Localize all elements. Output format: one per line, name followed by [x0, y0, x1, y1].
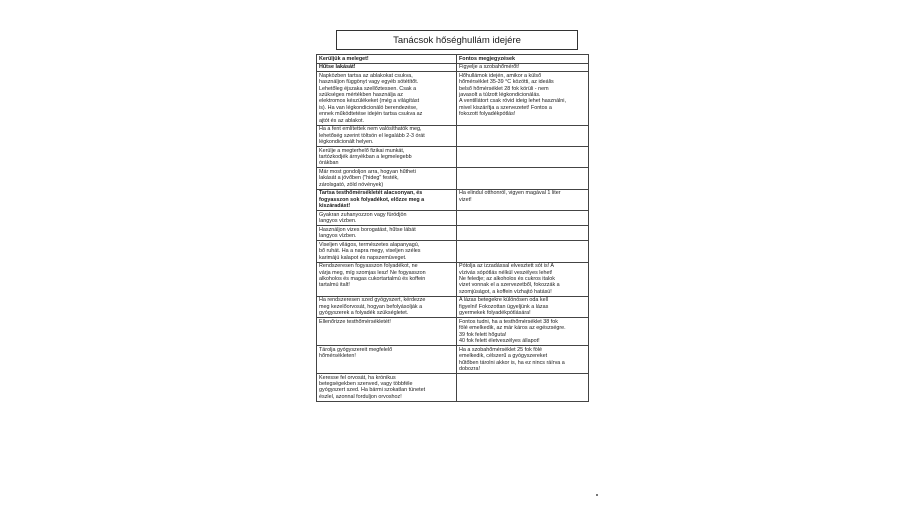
- table-header-row: [317, 55, 589, 64]
- tip-cell: Napközben tartsa az ablakokat csukva, használjon függönyt vagy egyéb sötétítőt. Lehetőleg éjszaka szellőztessen. Csak a szükséges mértékben használja az elektromos készülékeket (még a világítást is). Ha van légkondicionáló berendezése, ennek működtetése idején tartsa csukva az ajtót és az ablakot.: [317, 72, 457, 125]
- note-cell: Fontos tudni, ha a testhőmérséklet 38 fok fölé emelkedik, az már káros az egészségre. 39 fok felett hőguta! 40 fok felett életveszélyes állapot!: [457, 318, 589, 346]
- note-cell: [457, 211, 589, 226]
- table-row: [317, 72, 589, 125]
- tip-cell: Tárolja gyógyszereit megfelelő hőmérsékleten!: [317, 346, 457, 374]
- header-avoid-heat: Kerüljük a meleget!: [317, 55, 457, 64]
- note-cell: [457, 241, 589, 262]
- tip-cell: Keresse fel orvosát, ha krónikus betegségekben szenved, vagy többféle gyógyszert szed. Ha bármi szokatlan tünetet észlel, azonnal forduljon orvoshoz!: [317, 373, 457, 401]
- table-row: [317, 211, 589, 226]
- note-cell: [457, 147, 589, 168]
- table-row: [317, 226, 589, 241]
- table-row: [317, 346, 589, 374]
- table-row: [317, 241, 589, 262]
- tip-cell: Viseljen világos, természetes alapanyagú, bő ruhát. Ha a napra megy, viseljen széles karimájú kalapot és napszemüveget.: [317, 241, 457, 262]
- table-row: [317, 168, 589, 189]
- table-row: [317, 189, 589, 210]
- tip-cell: Ha rendszeresen szed gyógyszert, kérdezze meg kezelőorvosát, hogyan befolyásolják a gyógyszerek a folyadék szükségletet.: [317, 296, 457, 317]
- tip-cell: Használjon vizes borogatást, hűtse lábát langyos vízben.: [317, 226, 457, 241]
- tip-cell: Ha a fent említettek nem valósíthatók meg, lehetőség szerint töltsön el legalább 2-3 órát légkondicionált helyen.: [317, 125, 457, 146]
- note-cell: Ha elindul otthonról, vigyen magával 1 liter vizet!: [457, 189, 589, 210]
- table-row: [317, 147, 589, 168]
- header-important-notes: Fontos megjegyzések: [457, 55, 589, 64]
- note-cell: [457, 226, 589, 241]
- tip-cell: Kerülje a megterhelő fizikai munkát, tartózkodjék árnyékban a legmelegebb órákban: [317, 147, 457, 168]
- document-title: Tanácsok hőséghullám idejére: [336, 30, 578, 50]
- note-cell: Pótolja az izzadással elvesztett sót is! A vízivás sópótlás nélkül veszélyes lehet! Ne feledje; az alkoholos és cukros italok vizet vonnak el a szervezetből, fokozzák a szomjúságot, a koffein vízhajtó hatású!: [457, 262, 589, 296]
- note-cell: Figyelje a szobahőmérőt!: [457, 63, 589, 72]
- note-cell: A lázas betegekre különösen oda kell figyelni! Fokozottan ügyeljünk a lázas gyermekek folyadékpótlására!: [457, 296, 589, 317]
- scan-speck: [596, 494, 598, 496]
- table-row: [317, 125, 589, 146]
- table-row: [317, 373, 589, 401]
- note-cell: [457, 168, 589, 189]
- tip-cell: Már most gondoljon arra, hogyan hűtheti lakását a jövőben ("hideg" festék, zárolsgató, zöld növények): [317, 168, 457, 189]
- tip-cell: Rendszeresen fogyasszon folyadékot, ne várja meg, míg szomjas lesz! Ne fogyasszon alkoholos és magas cukortartalmú és koffein tartalmú italt!: [317, 262, 457, 296]
- table-row: [317, 296, 589, 317]
- table-row: [317, 318, 589, 346]
- table-body: [317, 63, 589, 401]
- note-cell: Ha a szobahőmérséklet 25 fok fölé emelkedik, célszerű a gyógyszereket hűtőben tárolni akkor is, ha ez nincs ráírva a dobozra!: [457, 346, 589, 374]
- tip-cell: Tartsa testhőmérsékletét alacsonyan, és fogyasszon sok folyadékot, előzze meg a kiszáradást!: [317, 189, 457, 210]
- tips-table: [316, 54, 589, 402]
- note-cell: [457, 373, 589, 401]
- tip-cell: Ellenőrizze testhőmérsékletét!: [317, 318, 457, 346]
- tip-cell: Hűtse lakását!: [317, 63, 457, 72]
- table-row: [317, 63, 589, 72]
- note-cell: Hőhullámok idején, amikor a külső hőmérséklet 35-39 °C közötti, az ideális belső hőmérséklet 28 fok körüli - nem javasolt a túlzott légkondicionálás. A ventillátort csak rövid ideig lehet használni, mivel kiszárítja a szervezetet! Fontos a fokozott folyadékpótlás!: [457, 72, 589, 125]
- tip-cell: Gyakran zuhanyozzon vagy fürödjön langyos vízben.: [317, 211, 457, 226]
- note-cell: [457, 125, 589, 146]
- table-row: [317, 262, 589, 296]
